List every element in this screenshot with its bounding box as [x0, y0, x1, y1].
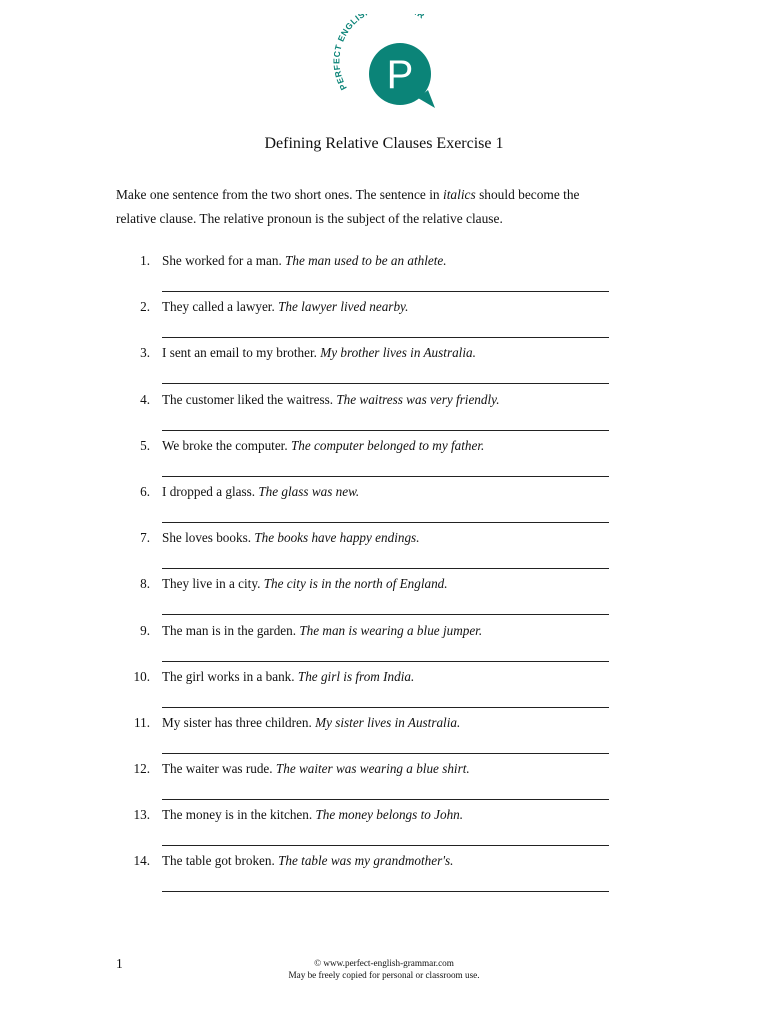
- exercise-main-sentence: My sister has three children.: [162, 714, 312, 730]
- exercise-sentence: [162, 484, 359, 500]
- exercise-sentence: [162, 299, 408, 315]
- exercise-number: 13.: [133, 807, 150, 823]
- exercise-item: [116, 344, 616, 390]
- exercise-item: [116, 714, 616, 760]
- instructions-italic-word: italics: [442, 187, 476, 202]
- exercise-item: [116, 575, 616, 621]
- exercise-clause-sentence: The man is wearing a blue jumper.: [299, 622, 483, 638]
- exercise-clause-sentence: The girl is from India.: [297, 668, 415, 684]
- answer-line[interactable]: [162, 661, 609, 662]
- exercise-item: [116, 298, 616, 344]
- exercise-main-sentence: She worked for a man.: [162, 253, 282, 268]
- exercise-sentence: [162, 715, 460, 731]
- exercise-clause-sentence: The man used to be an athlete.: [285, 253, 447, 268]
- exercise-sentence: [162, 807, 463, 823]
- site-logo: [330, 14, 440, 114]
- exercise-number: 8.: [140, 576, 150, 592]
- exercise-main-sentence: The man is in the garden.: [162, 622, 297, 638]
- answer-line[interactable]: [162, 430, 609, 431]
- exercise-clause-sentence: The waitress was very friendly.: [336, 391, 500, 407]
- exercise-clause-sentence: The waiter was wearing a blue shirt.: [275, 761, 470, 777]
- exercise-item: [116, 622, 616, 668]
- logo-arc-text: PERFECT ENGLIS R: [331, 14, 427, 92]
- exercise-item: [116, 668, 616, 714]
- exercise-sentence: [162, 623, 482, 639]
- exercise-item: [116, 852, 616, 898]
- exercise-number: 11.: [134, 714, 150, 730]
- answer-line[interactable]: [162, 383, 609, 384]
- exercise-sentence: [162, 853, 453, 869]
- instructions: [116, 183, 616, 231]
- exercise-item: [116, 760, 616, 806]
- answer-line[interactable]: [162, 476, 609, 477]
- page-title: Defining Relative Clauses Exercise 1: [264, 135, 504, 152]
- exercise-main-sentence: They live in a city.: [162, 576, 261, 592]
- exercise-main-sentence: They called a lawyer.: [162, 299, 275, 315]
- answer-line[interactable]: [162, 291, 609, 292]
- exercise-main-sentence: The table got broken.: [162, 853, 275, 869]
- logo-graphic: [330, 14, 440, 114]
- exercise-clause-sentence: My brother lives in Australia.: [320, 345, 476, 361]
- exercise-clause-sentence: My sister lives in Australia.: [315, 714, 461, 730]
- exercise-number: 14.: [133, 853, 150, 869]
- exercise-clause-sentence: The money belongs to John.: [315, 807, 464, 823]
- copyright-link[interactable]: © www.perfect-english-grammar.com: [314, 958, 454, 968]
- answer-line[interactable]: [162, 753, 609, 754]
- logo-letter: P: [386, 53, 414, 97]
- page-number: 1: [116, 956, 123, 971]
- exercise-main-sentence: We broke the computer.: [162, 437, 288, 453]
- answer-line[interactable]: [162, 799, 609, 800]
- exercise-main-sentence: I sent an email to my brother.: [162, 345, 317, 361]
- exercise-number: 1.: [140, 253, 150, 268]
- exercise-sentence: [162, 392, 500, 408]
- exercise-main-sentence: The girl works in a bank.: [162, 668, 295, 684]
- exercise-number: 2.: [140, 299, 150, 315]
- exercise-item: [116, 252, 616, 298]
- answer-line[interactable]: [162, 568, 609, 569]
- exercise-item: [116, 437, 616, 483]
- exercise-clause-sentence: The computer belonged to my father.: [290, 437, 485, 453]
- exercise-sentence: [162, 669, 414, 685]
- exercise-item: [116, 483, 616, 529]
- exercise-number: 4.: [140, 391, 150, 407]
- exercise-list: [116, 252, 616, 899]
- exercise-clause-sentence: The table was my grandmother's.: [278, 853, 454, 869]
- answer-line[interactable]: [162, 845, 609, 846]
- answer-line[interactable]: [162, 337, 609, 338]
- exercise-sentence: [162, 253, 447, 269]
- exercise-number: 5.: [140, 437, 150, 453]
- exercise-clause-sentence: The city is in the north of England.: [263, 576, 448, 592]
- exercise-sentence: [162, 530, 420, 546]
- exercise-number: 10.: [133, 668, 150, 684]
- exercise-main-sentence: The waiter was rude.: [162, 761, 273, 777]
- answer-line[interactable]: [162, 891, 609, 892]
- answer-line[interactable]: [162, 522, 609, 523]
- answer-line[interactable]: [162, 614, 609, 615]
- usage-note: May be freely copied for personal or classroom use.: [288, 970, 480, 980]
- page-footer: [0, 957, 768, 981]
- exercise-number: 6.: [140, 483, 150, 499]
- exercise-main-sentence: The money is in the kitchen.: [162, 807, 313, 823]
- exercise-sentence: [162, 576, 448, 592]
- exercise-clause-sentence: The glass was new.: [258, 483, 360, 499]
- exercise-number: 3.: [140, 345, 150, 361]
- answer-line[interactable]: [162, 707, 609, 708]
- exercise-main-sentence: The customer liked the waitress.: [162, 391, 334, 407]
- exercise-clause-sentence: The books have happy endings.: [254, 530, 420, 546]
- exercise-clause-sentence: The lawyer lived nearby.: [278, 299, 409, 315]
- exercise-number: 12.: [133, 761, 150, 777]
- exercise-sentence: [162, 761, 470, 777]
- exercise-sentence: [162, 438, 484, 454]
- exercise-main-sentence: I dropped a glass.: [162, 483, 256, 499]
- exercise-number: 7.: [140, 530, 150, 546]
- exercise-number: 9.: [140, 622, 150, 638]
- exercise-sentence: [162, 345, 476, 361]
- instructions-text-start: Make one sentence from the two short ones. The sentence in: [116, 187, 443, 202]
- exercise-item: [116, 391, 616, 437]
- exercise-item: [116, 529, 616, 575]
- instructions-text-end: should become the relative clause. The relative pronoun is the subject of the relative clause.: [116, 187, 580, 226]
- exercise-main-sentence: She loves books.: [162, 530, 252, 546]
- exercise-item: [116, 806, 616, 852]
